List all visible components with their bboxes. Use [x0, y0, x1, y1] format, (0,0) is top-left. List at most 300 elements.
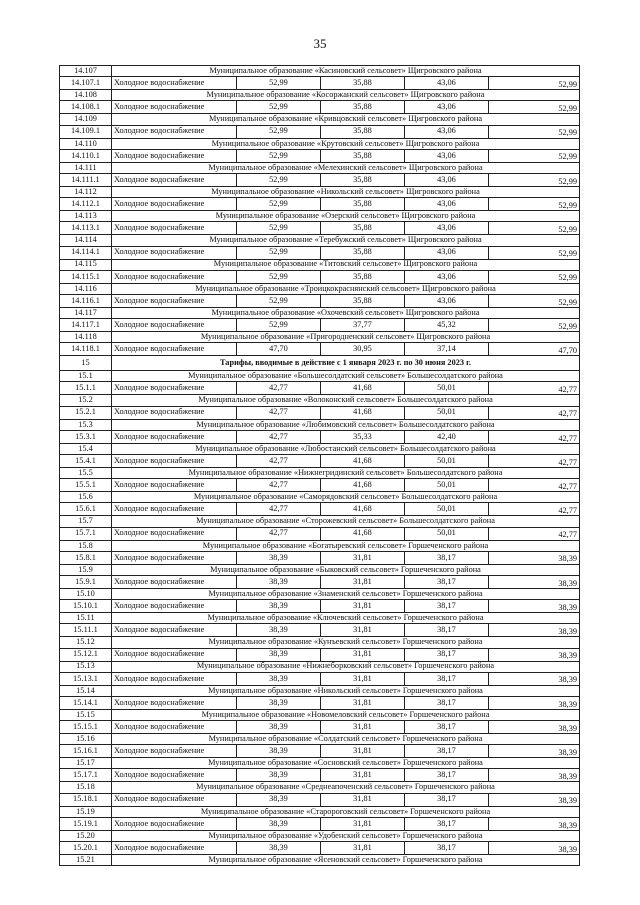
tariff-value-2: 41,68	[321, 527, 405, 540]
section-heading-row	[60, 356, 580, 371]
tariff-value-1: 52,99	[237, 246, 321, 259]
municipality-name: Муниципальное образование «Любостанский сельсовет» Большесолдатского района	[112, 443, 580, 454]
row-number: 15.12.1	[60, 648, 112, 661]
tariff-value-4: 38,39	[489, 793, 580, 806]
municipality-row	[60, 758, 580, 769]
tariff-value-4: 38,39	[489, 624, 580, 637]
municipality-name: Муниципальное образование «Волоконский сельсовет» Большесолдатского района	[112, 395, 580, 406]
service-label: Холодное водоснабжение	[112, 382, 237, 395]
tariff-row	[60, 222, 580, 235]
tariff-value-2: 41,68	[321, 382, 405, 395]
tariff-value-1: 38,39	[237, 793, 321, 806]
municipality-name: Муниципальное образование «Среднеапоченский сельсовет» Горшеченского района	[112, 782, 580, 793]
tariff-value-3: 43,06	[405, 222, 489, 235]
row-number: 15.17	[60, 758, 112, 769]
municipality-name: Муниципальное образование «Сторожевский сельсовет» Большесолдатского района	[112, 516, 580, 527]
tariff-value-4: 42,77	[489, 455, 580, 468]
service-label: Холодное водоснабжение	[112, 101, 237, 114]
service-label: Холодное водоснабжение	[112, 77, 237, 90]
tariff-value-4: 42,77	[489, 382, 580, 395]
tariff-value-2: 35,88	[321, 198, 405, 211]
tariff-value-3: 38,17	[405, 817, 489, 830]
tariff-row	[60, 430, 580, 443]
row-number: 15.1	[60, 371, 112, 382]
row-number: 14.109.1	[60, 125, 112, 138]
tariff-value-3: 43,06	[405, 125, 489, 138]
page-number: 35	[313, 36, 327, 51]
row-number: 15.8.1	[60, 551, 112, 564]
service-label: Холодное водоснабжение	[112, 173, 237, 186]
row-number: 15.7	[60, 516, 112, 527]
municipality-name: Муниципальное образование «Кунъевский сельсовет» Горшеченского района	[112, 637, 580, 648]
tariff-row	[60, 246, 580, 259]
tariff-value-2: 37,77	[321, 319, 405, 332]
row-number: 14.112.1	[60, 198, 112, 211]
municipality-name: Муниципальное образование «Быковский сельсовет» Горшеченского района	[112, 564, 580, 575]
municipality-row	[60, 419, 580, 430]
tariff-value-2: 31,81	[321, 769, 405, 782]
tariff-value-2: 35,88	[321, 270, 405, 283]
tariff-value-2: 41,68	[321, 479, 405, 492]
row-number: 15.5	[60, 468, 112, 479]
tariff-value-4: 52,99	[489, 149, 580, 162]
tariff-row	[60, 503, 580, 516]
tariff-row	[60, 600, 580, 613]
tariff-value-1: 38,39	[237, 672, 321, 685]
service-label: Холодное водоснабжение	[112, 343, 237, 356]
row-number: 15.20.1	[60, 842, 112, 855]
service-label: Холодное водоснабжение	[112, 198, 237, 211]
row-number: 15	[60, 356, 112, 371]
tariff-row	[60, 842, 580, 855]
service-label: Холодное водоснабжение	[112, 745, 237, 758]
row-number: 15.19	[60, 806, 112, 817]
tariff-value-3: 38,17	[405, 624, 489, 637]
tariff-value-4: 38,39	[489, 842, 580, 855]
tariff-value-3: 43,06	[405, 294, 489, 307]
tariff-row	[60, 721, 580, 734]
tariff-row	[60, 173, 580, 186]
row-number: 14.108	[60, 90, 112, 101]
service-label: Холодное водоснабжение	[112, 575, 237, 588]
tariff-value-1: 38,39	[237, 600, 321, 613]
tariff-value-3: 43,06	[405, 101, 489, 114]
row-number: 15.14.1	[60, 696, 112, 709]
tariff-row	[60, 198, 580, 211]
tariff-value-1: 38,39	[237, 842, 321, 855]
tariff-value-2: 31,81	[321, 600, 405, 613]
tariff-value-1: 38,39	[237, 575, 321, 588]
row-number: 15.11.1	[60, 624, 112, 637]
tariff-value-2: 35,88	[321, 101, 405, 114]
row-number: 15.15	[60, 709, 112, 720]
tariff-value-3: 38,17	[405, 672, 489, 685]
service-label: Холодное водоснабжение	[112, 222, 237, 235]
tariff-value-4: 52,99	[489, 294, 580, 307]
service-label: Холодное водоснабжение	[112, 319, 237, 332]
tariff-row	[60, 817, 580, 830]
section-heading: Тарифы, вводимые в действие с 1 января 2023 г. по 30 июня 2023 г.	[112, 356, 580, 371]
tariff-value-4: 38,39	[489, 672, 580, 685]
municipality-name: Муниципальное образование «Никольский сельсовет» Щигровского района	[112, 186, 580, 197]
tariff-row	[60, 793, 580, 806]
tariff-value-3: 42,40	[405, 430, 489, 443]
municipality-row	[60, 395, 580, 406]
row-number: 15.9.1	[60, 575, 112, 588]
row-number: 15.13	[60, 661, 112, 672]
tariff-value-4: 38,39	[489, 769, 580, 782]
tariff-row	[60, 696, 580, 709]
row-number: 15.14	[60, 685, 112, 696]
row-number: 15.18	[60, 782, 112, 793]
tariff-value-3: 38,17	[405, 721, 489, 734]
tariff-value-1: 52,99	[237, 270, 321, 283]
row-number: 15.21	[60, 855, 112, 866]
tariff-row	[60, 382, 580, 395]
municipality-name: Муниципальное образование «Кривцовский сельсовет» Щигровского района	[112, 114, 580, 125]
tariff-value-2: 41,68	[321, 503, 405, 516]
tariff-row	[60, 551, 580, 564]
tariff-value-2: 31,81	[321, 696, 405, 709]
row-number: 15.16.1	[60, 745, 112, 758]
tariff-value-1: 52,99	[237, 294, 321, 307]
service-label: Холодное водоснабжение	[112, 842, 237, 855]
tariff-row	[60, 294, 580, 307]
tariff-value-4: 38,39	[489, 648, 580, 661]
tariff-row	[60, 672, 580, 685]
tariff-value-1: 38,39	[237, 696, 321, 709]
tariff-value-1: 52,99	[237, 125, 321, 138]
tariff-value-4: 42,77	[489, 479, 580, 492]
tariff-value-3: 38,17	[405, 600, 489, 613]
row-number: 15.13.1	[60, 672, 112, 685]
municipality-row	[60, 855, 580, 866]
tariff-value-3: 38,17	[405, 769, 489, 782]
service-label: Холодное водоснабжение	[112, 793, 237, 806]
row-number: 15.10.1	[60, 600, 112, 613]
tariff-value-3: 45,32	[405, 319, 489, 332]
tariff-row	[60, 406, 580, 419]
row-number: 14.115.1	[60, 270, 112, 283]
row-number: 15.2.1	[60, 406, 112, 419]
tariff-value-2: 30,95	[321, 343, 405, 356]
municipality-name: Муниципальное образование «Солдатский сельсовет» Горшеченского района	[112, 734, 580, 745]
row-number: 15.6	[60, 492, 112, 503]
tariff-value-2: 31,81	[321, 842, 405, 855]
row-number: 14.117	[60, 307, 112, 318]
row-number: 14.109	[60, 114, 112, 125]
municipality-name: Муниципальное образование «Удобенский сельсовет» Горшеченского района	[112, 830, 580, 841]
municipality-row	[60, 443, 580, 454]
tariff-value-4: 52,99	[489, 173, 580, 186]
tariff-row	[60, 343, 580, 356]
municipality-name: Муниципальное образование «Саморядовский сельсовет» Большесолдатского района	[112, 492, 580, 503]
tariff-value-2: 41,68	[321, 406, 405, 419]
municipality-row	[60, 114, 580, 125]
municipality-name: Муниципальное образование «Новомеловский сельсовет» Горшеченского района	[112, 709, 580, 720]
municipality-row	[60, 66, 580, 77]
municipality-row	[60, 468, 580, 479]
municipality-row	[60, 307, 580, 318]
tariff-value-4: 52,99	[489, 246, 580, 259]
tariff-value-3: 38,17	[405, 648, 489, 661]
tariff-value-4: 38,39	[489, 551, 580, 564]
tariff-value-4: 47,70	[489, 343, 580, 356]
tariff-value-4: 52,99	[489, 319, 580, 332]
service-label: Холодное водоснабжение	[112, 624, 237, 637]
row-number: 14.114.1	[60, 246, 112, 259]
municipality-row	[60, 830, 580, 841]
municipality-name: Муниципальное образование «Крутовский сельсовет» Щигровского района	[112, 138, 580, 149]
tariff-value-1: 38,39	[237, 769, 321, 782]
municipality-name: Муниципальное образование «Озерский сельсовет» Щигровского района	[112, 211, 580, 222]
tariff-value-3: 37,14	[405, 343, 489, 356]
row-number: 14.117.1	[60, 319, 112, 332]
tariff-value-1: 42,77	[237, 527, 321, 540]
tariff-value-1: 52,99	[237, 149, 321, 162]
municipality-row	[60, 685, 580, 696]
tariff-value-3: 43,06	[405, 246, 489, 259]
row-number: 14.118	[60, 332, 112, 343]
row-number: 14.107	[60, 66, 112, 77]
municipality-name: Муниципальное образование «Нижнегридинский сельсовет» Большесолдатского района	[112, 468, 580, 479]
tariff-value-1: 38,39	[237, 551, 321, 564]
municipality-row	[60, 162, 580, 173]
tariff-value-1: 52,99	[237, 77, 321, 90]
tariff-value-4: 52,99	[489, 222, 580, 235]
row-number: 14.116.1	[60, 294, 112, 307]
tariff-value-2: 31,81	[321, 793, 405, 806]
service-label: Холодное водоснабжение	[112, 406, 237, 419]
tariff-value-4: 38,39	[489, 721, 580, 734]
tariff-value-4: 38,39	[489, 817, 580, 830]
municipality-row	[60, 588, 580, 599]
row-number: 14.110.1	[60, 149, 112, 162]
row-number: 15.20	[60, 830, 112, 841]
municipality-row	[60, 371, 580, 382]
service-label: Холодное водоснабжение	[112, 721, 237, 734]
service-label: Холодное водоснабжение	[112, 817, 237, 830]
service-label: Холодное водоснабжение	[112, 479, 237, 492]
municipality-row	[60, 709, 580, 720]
municipality-row	[60, 235, 580, 246]
tariff-value-2: 31,81	[321, 551, 405, 564]
tariff-value-2: 35,88	[321, 294, 405, 307]
row-number: 15.19.1	[60, 817, 112, 830]
service-label: Холодное водоснабжение	[112, 527, 237, 540]
tariff-value-2: 35,88	[321, 77, 405, 90]
row-number: 14.118.1	[60, 343, 112, 356]
tariff-value-1: 42,77	[237, 503, 321, 516]
municipality-row	[60, 661, 580, 672]
tariff-value-1: 42,77	[237, 382, 321, 395]
service-label: Холодное водоснабжение	[112, 696, 237, 709]
municipality-name: Муниципальное образование «Титовский сельсовет» Щигровского района	[112, 259, 580, 270]
tariff-value-2: 35,88	[321, 125, 405, 138]
tariff-value-4: 42,77	[489, 406, 580, 419]
row-number: 14.115	[60, 259, 112, 270]
tariff-row	[60, 455, 580, 468]
tariff-value-1: 38,39	[237, 721, 321, 734]
tariff-value-4: 52,99	[489, 270, 580, 283]
row-number: 14.112	[60, 186, 112, 197]
municipality-name: Муниципальное образование «Мелехинский сельсовет» Щигровского района	[112, 162, 580, 173]
tariff-value-1: 47,70	[237, 343, 321, 356]
municipality-row	[60, 332, 580, 343]
municipality-name: Муниципальное образование «Старороговский сельсовет» Горшеченского района	[112, 806, 580, 817]
tariff-value-4: 42,77	[489, 430, 580, 443]
tariff-value-2: 31,81	[321, 648, 405, 661]
tariff-value-4: 52,99	[489, 77, 580, 90]
tariff-value-4: 42,77	[489, 527, 580, 540]
tariff-value-4: 38,39	[489, 575, 580, 588]
tariff-value-3: 43,06	[405, 173, 489, 186]
service-label: Холодное водоснабжение	[112, 455, 237, 468]
row-number: 15.4.1	[60, 455, 112, 468]
service-label: Холодное водоснабжение	[112, 149, 237, 162]
tariff-value-1: 38,39	[237, 624, 321, 637]
tariff-value-1: 52,99	[237, 198, 321, 211]
tariff-value-3: 50,01	[405, 527, 489, 540]
tariff-value-1: 52,99	[237, 222, 321, 235]
tariff-value-4: 38,39	[489, 696, 580, 709]
municipality-name: Муниципальное образование «Большесолдатский сельсовет» Большесолдатского района	[112, 371, 580, 382]
row-number: 15.4	[60, 443, 112, 454]
tariff-value-3: 38,17	[405, 575, 489, 588]
municipality-row	[60, 283, 580, 294]
municipality-name: Муниципальное образование «Теребужский сельсовет» Щигровского района	[112, 235, 580, 246]
tariff-row	[60, 624, 580, 637]
tariff-value-3: 50,01	[405, 406, 489, 419]
row-number: 15.11	[60, 613, 112, 624]
municipality-name: Муниципальное образование «Знаменский сельсовет» Горшеченского района	[112, 588, 580, 599]
municipality-name: Муниципальное образование «Сосновский сельсовет» Горшеченского района	[112, 758, 580, 769]
tariff-value-1: 52,99	[237, 319, 321, 332]
tariff-value-3: 38,17	[405, 842, 489, 855]
row-number: 15.16	[60, 734, 112, 745]
tariff-value-2: 31,81	[321, 745, 405, 758]
tariff-value-2: 35,88	[321, 173, 405, 186]
service-label: Холодное водоснабжение	[112, 246, 237, 259]
municipality-row	[60, 211, 580, 222]
row-number: 14.108.1	[60, 101, 112, 114]
tariff-row	[60, 745, 580, 758]
row-number: 14.111	[60, 162, 112, 173]
service-label: Холодное водоснабжение	[112, 648, 237, 661]
tariff-value-1: 42,77	[237, 406, 321, 419]
tariff-row	[60, 149, 580, 162]
tariff-row	[60, 319, 580, 332]
tariff-value-3: 50,01	[405, 503, 489, 516]
row-number: 15.2	[60, 395, 112, 406]
service-label: Холодное водоснабжение	[112, 125, 237, 138]
tariff-value-2: 31,81	[321, 575, 405, 588]
tariff-value-2: 35,88	[321, 149, 405, 162]
tariff-value-1: 38,39	[237, 648, 321, 661]
municipality-row	[60, 782, 580, 793]
municipality-name: Муниципальное образование «Пригородненский сельсовет» Щигровского района	[112, 332, 580, 343]
row-number: 14.110	[60, 138, 112, 149]
tariff-value-4: 38,39	[489, 745, 580, 758]
row-number: 15.7.1	[60, 527, 112, 540]
row-number: 15.9	[60, 564, 112, 575]
municipality-row	[60, 613, 580, 624]
row-number: 14.113	[60, 211, 112, 222]
row-number: 15.5.1	[60, 479, 112, 492]
tariff-value-2: 31,81	[321, 721, 405, 734]
service-label: Холодное водоснабжение	[112, 672, 237, 685]
tariff-value-2: 35,88	[321, 246, 405, 259]
municipality-row	[60, 259, 580, 270]
municipality-row	[60, 806, 580, 817]
row-number: 15.17.1	[60, 769, 112, 782]
tariff-value-3: 38,17	[405, 793, 489, 806]
tariff-value-4: 42,77	[489, 503, 580, 516]
tariff-row	[60, 77, 580, 90]
municipality-row	[60, 492, 580, 503]
tariff-value-1: 38,39	[237, 817, 321, 830]
tariff-value-3: 38,17	[405, 551, 489, 564]
row-number: 14.113.1	[60, 222, 112, 235]
tariff-value-2: 31,81	[321, 672, 405, 685]
row-number: 14.114	[60, 235, 112, 246]
tariff-value-4: 38,39	[489, 600, 580, 613]
tariff-value-2: 35,88	[321, 222, 405, 235]
tariff-value-3: 38,17	[405, 696, 489, 709]
tariff-value-3: 50,01	[405, 382, 489, 395]
service-label: Холодное водоснабжение	[112, 600, 237, 613]
service-label: Холодное водоснабжение	[112, 294, 237, 307]
tariff-value-3: 43,06	[405, 198, 489, 211]
tariff-value-2: 31,81	[321, 817, 405, 830]
tariff-value-1: 52,99	[237, 173, 321, 186]
service-label: Холодное водоснабжение	[112, 551, 237, 564]
service-label: Холодное водоснабжение	[112, 430, 237, 443]
tariff-value-2: 31,81	[321, 624, 405, 637]
tariff-table-body	[60, 66, 580, 866]
municipality-row	[60, 540, 580, 551]
row-number: 15.8	[60, 540, 112, 551]
tariff-value-3: 50,01	[405, 479, 489, 492]
municipality-name: Муниципальное образование «Ясеновский сельсовет» Горшеченского района	[112, 855, 580, 866]
row-number: 14.111.1	[60, 173, 112, 186]
municipality-name: Муниципальное образование «Нижнеборковский сельсовет» Горшеченского района	[112, 661, 580, 672]
service-label: Холодное водоснабжение	[112, 270, 237, 283]
row-number: 15.12	[60, 637, 112, 648]
tariff-row	[60, 270, 580, 283]
tariff-row	[60, 769, 580, 782]
tariff-value-2: 35,33	[321, 430, 405, 443]
tariff-value-1: 42,77	[237, 455, 321, 468]
tariff-value-4: 52,99	[489, 125, 580, 138]
tariff-value-3: 43,06	[405, 149, 489, 162]
tariff-value-1: 38,39	[237, 745, 321, 758]
tariff-row	[60, 648, 580, 661]
tariff-value-3: 43,06	[405, 270, 489, 283]
tariff-table	[59, 65, 580, 866]
tariff-row	[60, 575, 580, 588]
tariff-value-3: 38,17	[405, 745, 489, 758]
tariff-value-3: 43,06	[405, 77, 489, 90]
row-number: 15.15.1	[60, 721, 112, 734]
municipality-row	[60, 90, 580, 101]
tariff-value-1: 42,77	[237, 430, 321, 443]
municipality-name: Муниципальное образование «Троицкокраснянский сельсовет» Щигровского района	[112, 283, 580, 294]
tariff-row	[60, 479, 580, 492]
municipality-name: Муниципальное образование «Любимовский сельсовет» Большесолдатского района	[112, 419, 580, 430]
municipality-name: Муниципальное образование «Охочевский сельсовет» Щигровского района	[112, 307, 580, 318]
tariff-row	[60, 101, 580, 114]
